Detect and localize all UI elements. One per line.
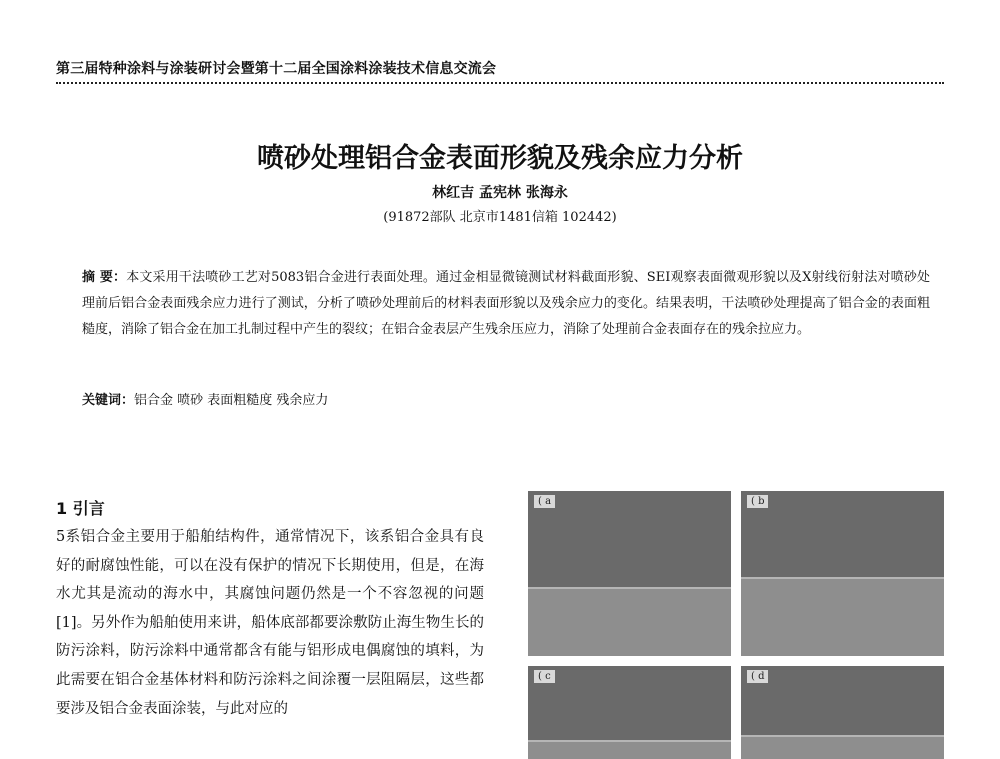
micrograph-panel-b: [741, 491, 944, 656]
panel-label-b: ( b: [747, 495, 768, 508]
paper-title: 喷砂处理铝合金表面形貌及残余应力分析: [257, 143, 743, 174]
panel-label-d: ( d: [747, 670, 768, 683]
keywords-label: 关键词：: [82, 393, 135, 408]
micrograph-panel-a: [528, 491, 731, 656]
panel-label-a: ( a: [534, 495, 555, 508]
paper-affiliation: (91872部队 北京市1481信箱 102442): [383, 210, 617, 225]
keywords-text: 铝合金 喷砂 表面粗糙度 残余应力: [134, 393, 329, 408]
section-heading: 1 引言: [56, 499, 105, 518]
micrograph-panel-d: [741, 666, 944, 759]
header-dotted-rule: [56, 82, 944, 84]
abstract-label: 摘 要：: [82, 270, 127, 285]
section-body-text: 5系铝合金主要用于船舶结构件，通常情况下，该系铝合金具有良好的耐腐蚀性能，可以在没有保护的情况下长期使用，但是，在海水尤其是流动的海水中，其腐蚀问题仍然是一个不容忽视的问题[1]。另外作为船舶使用来讲，船体底部都要涂敷防止海生物生长的防污涂料，防污涂料中通常都含有能与铝形成电偶腐蚀的填料，为此需要在铝合金基体材料和防污涂料之间涂覆一层阻隔层，这些都要涉及铝合金表面涂装，与此对应的: [56, 529, 484, 717]
paper-authors: 林红吉 孟宪林 张海永: [432, 185, 568, 201]
keywords: [82, 389, 930, 408]
conference-header: 第三届特种涂料与涂装研讨会暨第十二届全国涂料涂装技术信息交流会: [56, 61, 497, 77]
micrograph-figure: [528, 491, 948, 759]
panel-label-c: ( c: [534, 670, 555, 683]
abstract-text: 本文采用干法喷砂工艺对5083铝合金进行表面处理。通过金相显微镜测试材料截面形貌、SEI观察表面微观形貌以及X射线衍射法对喷砂处理前后铝合金表面残余应力进行了测试，分析了喷砂处理前后的材料表面形貌以及残余应力的变化。结果表明，干法喷砂处理提高了铝合金的表面粗糙度，消除了铝合金在加工扎制过程中产生的裂纹；在铝合金表层产生残余压应力，消除了处理前合金表面存在的残余拉应力。: [82, 270, 930, 337]
micrograph-panel-c: [528, 666, 731, 759]
abstract: [82, 265, 930, 343]
